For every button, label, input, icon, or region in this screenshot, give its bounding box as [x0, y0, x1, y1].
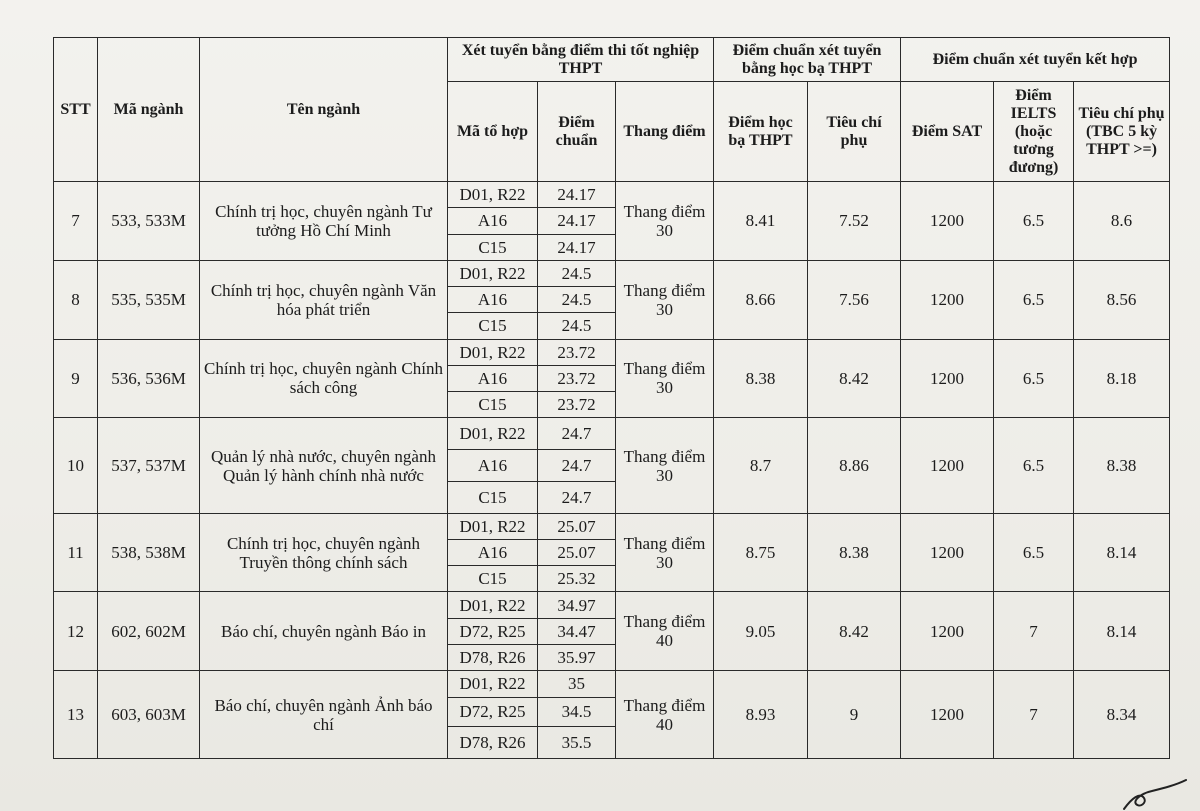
row-combo: D72, R25	[448, 618, 538, 644]
row-cutoff: 34.47	[538, 618, 616, 644]
row-major-code: 533, 533M	[98, 182, 200, 261]
row-cutoff: 35.97	[538, 644, 616, 670]
row-major-name: Chính trị học, chuyên ngành Truyền thông chính sách	[200, 513, 448, 592]
row-cutoff: 25.32	[538, 566, 616, 592]
row-sub-criteria-combined: 8.14	[1074, 513, 1170, 592]
row-sat: 1200	[901, 182, 994, 261]
table-body	[54, 182, 1170, 759]
row-major-name: Báo chí, chuyên ngành Ảnh báo chí	[200, 671, 448, 759]
row-combo: C15	[448, 566, 538, 592]
row-cutoff: 24.5	[538, 313, 616, 339]
row-major-name: Báo chí, chuyên ngành Báo in	[200, 592, 448, 671]
row-combo: C15	[448, 234, 538, 260]
row-major-name: Quản lý nhà nước, chuyên ngành Quản lý hành chính nhà nước	[200, 418, 448, 513]
header-group-exam: Xét tuyển bằng điểm thi tốt nghiệp THPT	[448, 38, 714, 82]
row-cutoff: 24.17	[538, 208, 616, 234]
row-scale: Thang điểm 40	[616, 592, 714, 671]
admission-score-table	[53, 37, 1170, 759]
row-combo: A16	[448, 287, 538, 313]
row-combo: A16	[448, 365, 538, 391]
row-scale: Thang điểm 30	[616, 418, 714, 513]
row-sub-criteria: 8.42	[808, 592, 901, 671]
row-cutoff: 25.07	[538, 513, 616, 539]
header-major-name: Tên ngành	[200, 38, 448, 182]
row-combo: D01, R22	[448, 182, 538, 208]
header-group-transcript: Điểm chuẩn xét tuyển bằng học bạ THPT	[714, 38, 901, 82]
row-cutoff: 24.7	[538, 481, 616, 513]
header-sub-criteria-combined: Tiêu chí phụ (TBC 5 kỳ THPT >=)	[1074, 82, 1170, 182]
row-cutoff: 24.17	[538, 234, 616, 260]
row-sat: 1200	[901, 418, 994, 513]
header-stt: STT	[54, 38, 98, 182]
header-sat: Điểm SAT	[901, 82, 994, 182]
row-ielts: 6.5	[994, 182, 1074, 261]
row-cutoff: 24.5	[538, 260, 616, 286]
row-major-name: Chính trị học, chuyên ngành Văn hóa phát triển	[200, 260, 448, 339]
row-sub-criteria-combined: 8.38	[1074, 418, 1170, 513]
row-combo: D01, R22	[448, 513, 538, 539]
row-transcript-score: 8.93	[714, 671, 808, 759]
row-cutoff: 34.97	[538, 592, 616, 618]
row-combo: D01, R22	[448, 260, 538, 286]
row-stt: 13	[54, 671, 98, 759]
row-cutoff: 24.17	[538, 182, 616, 208]
header-scale: Thang điểm	[616, 82, 714, 182]
row-combo: D01, R22	[448, 418, 538, 450]
row-cutoff: 35.5	[538, 727, 616, 759]
row-cutoff: 23.72	[538, 392, 616, 418]
row-ielts: 6.5	[994, 339, 1074, 418]
row-major-code: 536, 536M	[98, 339, 200, 418]
row-scale: Thang điểm 40	[616, 671, 714, 759]
row-combo: D78, R26	[448, 727, 538, 759]
row-major-code: 602, 602M	[98, 592, 200, 671]
row-stt: 11	[54, 513, 98, 592]
header-cutoff: Điểm chuẩn	[538, 82, 616, 182]
row-combo: D01, R22	[448, 671, 538, 697]
row-sub-criteria: 9	[808, 671, 901, 759]
row-scale: Thang điểm 30	[616, 339, 714, 418]
row-combo: D01, R22	[448, 592, 538, 618]
row-stt: 12	[54, 592, 98, 671]
row-stt: 10	[54, 418, 98, 513]
row-scale: Thang điểm 30	[616, 513, 714, 592]
row-sub-criteria-combined: 8.18	[1074, 339, 1170, 418]
row-transcript-score: 8.38	[714, 339, 808, 418]
row-major-code: 603, 603M	[98, 671, 200, 759]
row-combo: A16	[448, 450, 538, 482]
row-ielts: 7	[994, 592, 1074, 671]
row-sat: 1200	[901, 339, 994, 418]
row-combo: D78, R26	[448, 644, 538, 670]
row-sub-criteria-combined: 8.56	[1074, 260, 1170, 339]
row-ielts: 6.5	[994, 260, 1074, 339]
row-scale: Thang điểm 30	[616, 182, 714, 261]
row-major-code: 535, 535M	[98, 260, 200, 339]
row-sub-criteria-combined: 8.6	[1074, 182, 1170, 261]
header-major-code: Mã ngành	[98, 38, 200, 182]
row-stt: 8	[54, 260, 98, 339]
header-group-combined: Điểm chuẩn xét tuyển kết hợp	[901, 38, 1170, 82]
table-header	[54, 38, 1170, 182]
row-cutoff: 25.07	[538, 539, 616, 565]
row-major-name: Chính trị học, chuyên ngành Chính sách công	[200, 339, 448, 418]
signature-mark	[1118, 778, 1188, 811]
row-ielts: 6.5	[994, 418, 1074, 513]
row-ielts: 6.5	[994, 513, 1074, 592]
header-transcript-score: Điểm học bạ THPT	[714, 82, 808, 182]
header-ielts: Điểm IELTS (hoặc tương đương)	[994, 82, 1074, 182]
row-sat: 1200	[901, 592, 994, 671]
row-ielts: 7	[994, 671, 1074, 759]
row-cutoff: 24.7	[538, 450, 616, 482]
row-transcript-score: 9.05	[714, 592, 808, 671]
row-sub-criteria-combined: 8.14	[1074, 592, 1170, 671]
row-combo: A16	[448, 208, 538, 234]
row-cutoff: 34.5	[538, 697, 616, 727]
row-transcript-score: 8.75	[714, 513, 808, 592]
row-combo: A16	[448, 539, 538, 565]
row-combo: C15	[448, 481, 538, 513]
row-sub-criteria: 8.38	[808, 513, 901, 592]
row-sub-criteria: 8.42	[808, 339, 901, 418]
row-cutoff: 23.72	[538, 339, 616, 365]
row-cutoff: 35	[538, 671, 616, 697]
row-cutoff: 24.5	[538, 287, 616, 313]
row-transcript-score: 8.66	[714, 260, 808, 339]
row-combo: C15	[448, 392, 538, 418]
row-combo: D01, R22	[448, 339, 538, 365]
row-stt: 9	[54, 339, 98, 418]
row-sat: 1200	[901, 513, 994, 592]
header-sub-criteria: Tiêu chí phụ	[808, 82, 901, 182]
row-sat: 1200	[901, 260, 994, 339]
header-combo: Mã tổ hợp	[448, 82, 538, 182]
row-stt: 7	[54, 182, 98, 261]
row-sub-criteria-combined: 8.34	[1074, 671, 1170, 759]
row-sat: 1200	[901, 671, 994, 759]
row-combo: C15	[448, 313, 538, 339]
row-sub-criteria: 8.86	[808, 418, 901, 513]
row-major-code: 537, 537M	[98, 418, 200, 513]
row-major-code: 538, 538M	[98, 513, 200, 592]
row-transcript-score: 8.7	[714, 418, 808, 513]
row-sub-criteria: 7.52	[808, 182, 901, 261]
row-sub-criteria: 7.56	[808, 260, 901, 339]
row-combo: D72, R25	[448, 697, 538, 727]
row-major-name: Chính trị học, chuyên ngành Tư tưởng Hồ Chí Minh	[200, 182, 448, 261]
row-cutoff: 24.7	[538, 418, 616, 450]
row-transcript-score: 8.41	[714, 182, 808, 261]
row-scale: Thang điểm 30	[616, 260, 714, 339]
row-cutoff: 23.72	[538, 365, 616, 391]
